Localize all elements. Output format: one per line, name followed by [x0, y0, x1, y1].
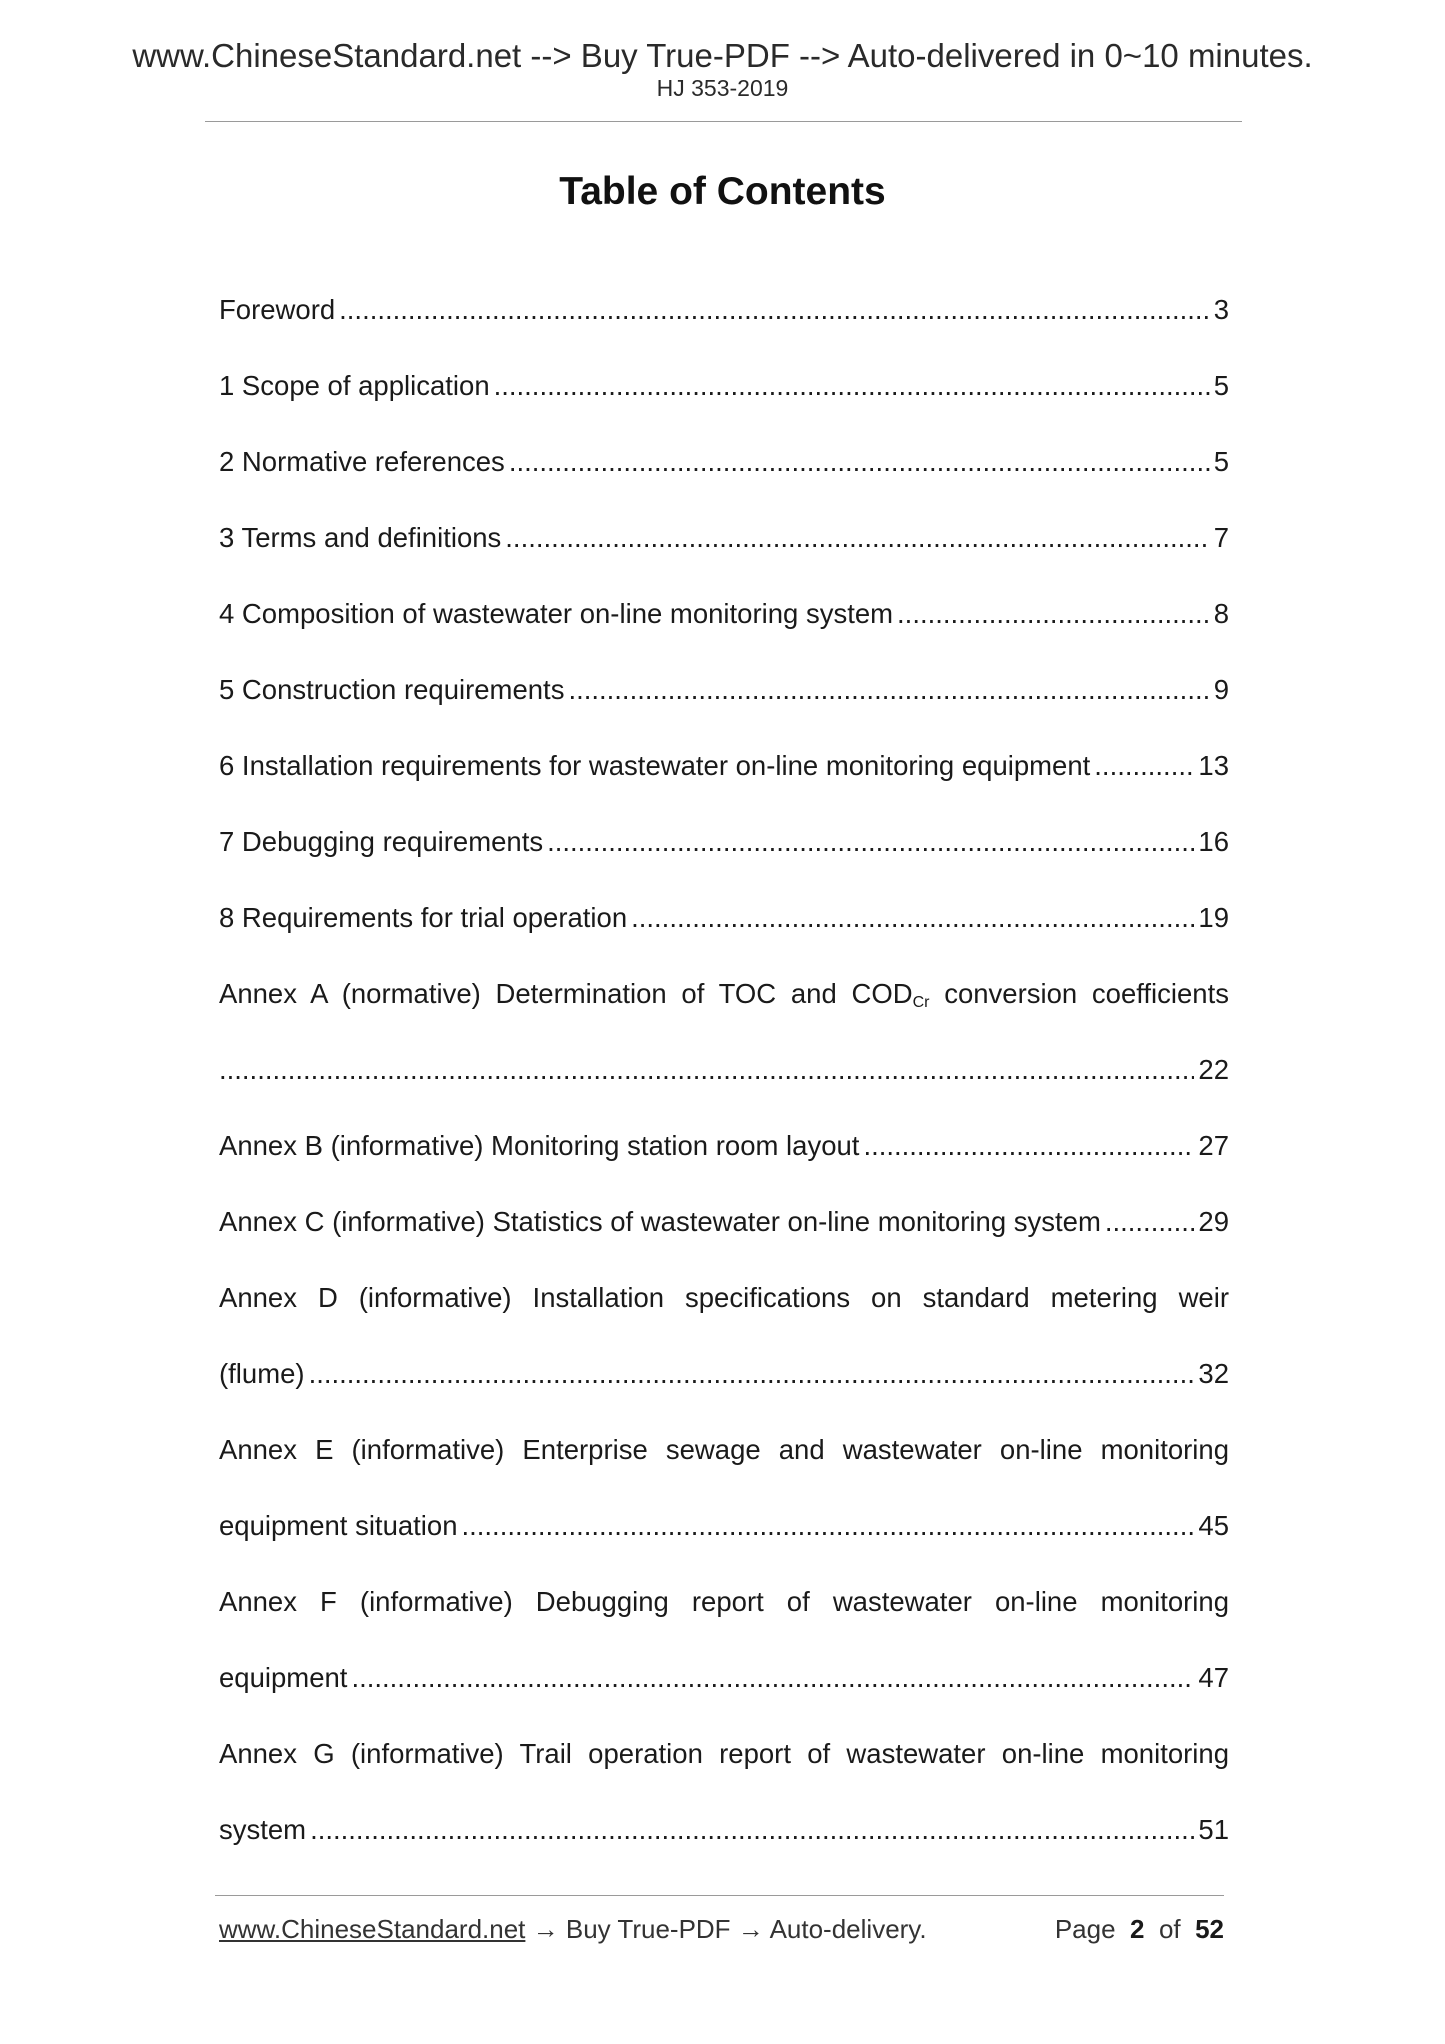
- toc-page-number: 27: [1198, 1130, 1229, 1161]
- toc-entry-annex-f-cont[interactable]: [219, 1658, 1229, 1698]
- toc-page-number: 3: [1213, 294, 1229, 325]
- toc-page-number: 51: [1198, 1814, 1229, 1845]
- page-title: Table of Contents: [559, 170, 886, 213]
- dot-leader: [897, 594, 1210, 634]
- toc-entry-installation[interactable]: [219, 746, 1229, 786]
- toc-label: equipment situation: [219, 1510, 458, 1541]
- footer-tagline: → Buy True-PDF → Auto-delivery.: [525, 1914, 927, 1944]
- toc-entry-composition[interactable]: [219, 594, 1229, 634]
- toc-label: Foreword: [219, 294, 336, 325]
- toc-label: (flume): [219, 1358, 305, 1389]
- toc-label: 6 Installation requirements for wastewater on-line monitoring equipment: [219, 750, 1091, 781]
- toc-page-number: 13: [1198, 750, 1229, 781]
- page-footer: [219, 1909, 1224, 1949]
- toc-entry-foreword[interactable]: [219, 290, 1229, 330]
- toc-entry-annex-f[interactable]: [219, 1582, 1229, 1622]
- toc-entry-annex-e-cont[interactable]: [219, 1506, 1229, 1546]
- toc-label: 5 Construction requirements: [219, 674, 565, 705]
- toc-label: 1 Scope of application: [219, 370, 490, 401]
- header-divider: [205, 121, 1242, 122]
- dot-leader: [1105, 1202, 1195, 1242]
- toc-entry-annex-a-cont[interactable]: [219, 1050, 1229, 1090]
- dot-leader: [494, 366, 1210, 406]
- toc-page-number: 5: [1213, 370, 1229, 401]
- dot-leader: [631, 898, 1194, 938]
- dot-leader: [509, 442, 1210, 482]
- dot-leader: [1094, 746, 1194, 786]
- toc-entry-annex-g[interactable]: [219, 1734, 1229, 1774]
- toc-label: equipment: [219, 1662, 348, 1693]
- toc-label-part: conversion coefficients: [929, 978, 1229, 1009]
- toc-entry-annex-a[interactable]: [219, 974, 1229, 1014]
- footer-divider: [215, 1895, 1224, 1896]
- footer-site-link[interactable]: www.ChineseStandard.net: [219, 1914, 526, 1944]
- toc-entry-annex-d[interactable]: [219, 1278, 1229, 1318]
- page-of-word: of: [1158, 1914, 1181, 1944]
- toc-label: Annex B (informative) Monitoring station room layout: [219, 1130, 860, 1161]
- toc-entry-debugging[interactable]: [219, 822, 1229, 862]
- toc-label: Annex F (informative) Debugging report of wastewater on-line monitoring: [219, 1586, 1229, 1617]
- toc-entry-terms[interactable]: [219, 518, 1229, 558]
- page-word: Page: [1054, 1914, 1116, 1944]
- toc-label: 8 Requirements for trial operation: [219, 902, 628, 933]
- standard-code: HJ 353-2019: [656, 75, 789, 101]
- total-pages-number: 52: [1195, 1914, 1224, 1944]
- toc-page-number: 29: [1198, 1206, 1229, 1237]
- toc-label: Annex E (informative) Enterprise sewage and wastewater on-line monitoring: [219, 1434, 1229, 1465]
- dot-leader: [568, 670, 1209, 710]
- toc-entry-annex-e[interactable]: [219, 1430, 1229, 1470]
- toc-label: 4 Composition of wastewater on-line monitoring system: [219, 598, 894, 629]
- dot-leader: [547, 822, 1194, 862]
- toc-entry-annex-g-cont[interactable]: [219, 1810, 1229, 1850]
- toc-label: Annex G (informative) Trail operation report of wastewater on-line monitoring: [219, 1738, 1229, 1769]
- toc-entry-construction[interactable]: [219, 670, 1229, 710]
- toc-label: [219, 974, 1229, 1014]
- toc-page-number: 9: [1213, 674, 1229, 705]
- dot-leader: [309, 1354, 1195, 1394]
- toc-label: 7 Debugging requirements: [219, 826, 544, 857]
- toc-label: Annex C (informative) Statistics of wastewater on-line monitoring system: [219, 1206, 1101, 1237]
- toc-page-number: 22: [1198, 1054, 1229, 1085]
- site-banner: www.ChineseStandard.net --> Buy True-PDF --> Auto-delivered in 0~10 minutes.: [132, 37, 1313, 74]
- toc-entry-normative-references[interactable]: [219, 442, 1229, 482]
- toc-label: 2 Normative references: [219, 446, 505, 477]
- toc-page-number: 19: [1198, 902, 1229, 933]
- toc-label: Annex D (informative) Installation specifications on standard metering weir: [219, 1282, 1229, 1313]
- toc-label: system: [219, 1814, 307, 1845]
- toc-page-number: 47: [1198, 1662, 1229, 1693]
- dot-leader: [339, 290, 1210, 330]
- toc-entry-annex-c[interactable]: [219, 1202, 1229, 1242]
- toc-entry-annex-d-cont[interactable]: [219, 1354, 1229, 1394]
- toc-page-number: 5: [1213, 446, 1229, 477]
- toc-entry-annex-b[interactable]: [219, 1126, 1229, 1166]
- toc-label-subscript: Cr: [912, 994, 930, 1011]
- toc-page-number: 32: [1198, 1358, 1229, 1389]
- dot-leader: [863, 1126, 1194, 1166]
- toc-page-number: 45: [1198, 1510, 1229, 1541]
- toc-page-number: 16: [1198, 826, 1229, 857]
- current-page-number: 2: [1130, 1914, 1145, 1944]
- dot-leader: [462, 1506, 1195, 1546]
- toc-label-part: Annex A (normative) Determination of TOC and COD: [219, 978, 913, 1009]
- dot-leader: [351, 1658, 1194, 1698]
- footer-left: [219, 1909, 927, 1949]
- toc-page-number: 8: [1213, 598, 1229, 629]
- toc-entry-scope[interactable]: [219, 366, 1229, 406]
- dot-leader: [219, 1050, 1194, 1090]
- dot-leader: [505, 518, 1209, 558]
- toc-entry-trial-operation[interactable]: [219, 898, 1229, 938]
- dot-leader: [310, 1810, 1194, 1850]
- toc-page-number: 7: [1213, 522, 1229, 553]
- toc-label: 3 Terms and definitions: [219, 522, 502, 553]
- page-indicator: [1055, 1909, 1224, 1949]
